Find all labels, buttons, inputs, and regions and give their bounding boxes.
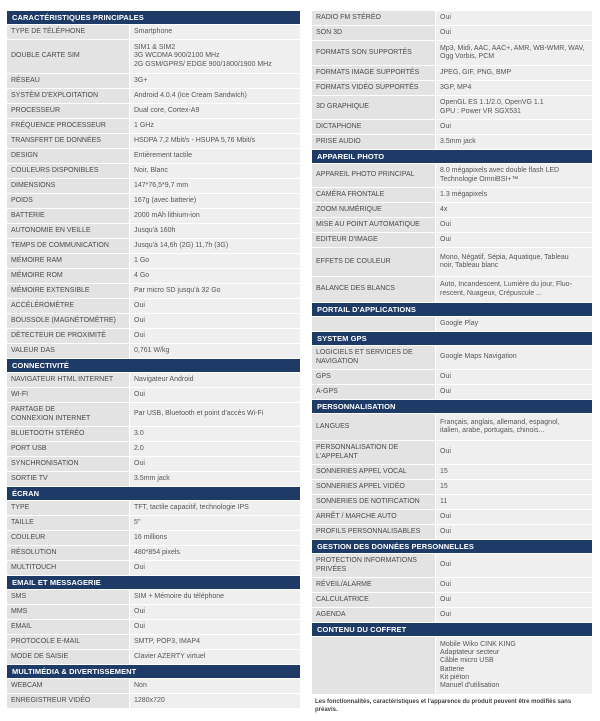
spec-row-mms — [7, 605, 300, 620]
spec-row-formats-image-supportes — [312, 66, 592, 81]
spec-row-sms — [7, 590, 300, 605]
spec-label: FRÉQUENCE PROCESSEUR — [7, 119, 130, 133]
spec-label: PROCESSEUR — [7, 104, 130, 118]
section-header: SYSTEM GPS — [312, 332, 592, 346]
spec-label: EDITEUR D'IMAGE — [312, 233, 436, 247]
spec-row-navigateur-html-internet — [7, 373, 300, 388]
spec-value: 0,761 W/kg — [130, 344, 300, 358]
spec-row-valeur-das — [7, 344, 300, 359]
spec-row-design — [7, 149, 300, 164]
spec-label: BLUETOOTH STÉRÉO — [7, 427, 130, 441]
spec-value: Oui — [130, 329, 300, 343]
spec-row-wi-fi — [7, 388, 300, 403]
spec-value: Oui — [436, 578, 592, 592]
spec-value: 16 millions — [130, 531, 300, 545]
spec-label: RÉVEIL/ALARME — [312, 578, 436, 592]
spec-value: 167g (avec batterie) — [130, 194, 300, 208]
spec-section-email-et-messagerie — [7, 576, 300, 665]
spec-value: 2.0 — [130, 442, 300, 456]
spec-value: Oui — [130, 314, 300, 328]
spec-label: MODE DE SAISIE — [7, 650, 130, 664]
spec-label: COULEURS DISPONIBLES — [7, 164, 130, 178]
spec-label: CALCULATRICE — [312, 593, 436, 607]
spec-label: DÉTECTEUR DE PROXIMITÉ — [7, 329, 130, 343]
spec-label: BATTERIE — [7, 209, 130, 223]
spec-label: LOGICIELS ET SERVICES DE NAVIGATION — [312, 346, 436, 369]
spec-row-partage-de-connexion-internet — [7, 403, 300, 427]
spec-value: 1.3 mégapixels — [436, 188, 592, 202]
spec-label: NAVIGATEUR HTML INTERNET — [7, 373, 130, 387]
spec-value: SIM + Mémoire du téléphone — [130, 590, 300, 604]
section-header: GESTION DES DONNÉES PERSONNELLES — [312, 540, 592, 554]
spec-row-dictaphone — [312, 120, 592, 135]
spec-row-couleur — [7, 531, 300, 546]
spec-value: Oui — [436, 370, 592, 384]
spec-row-webcam — [7, 679, 300, 694]
spec-value: 3.0 — [130, 427, 300, 441]
spec-value: Oui — [436, 525, 592, 539]
section-header: CARACTÉRISTIQUES PRINCIPALES — [7, 11, 300, 25]
spec-row-poids — [7, 194, 300, 209]
spec-label: SMS — [7, 590, 130, 604]
spec-label: MÉMOIRE EXTENSIBLE — [7, 284, 130, 298]
spec-row-content — [312, 317, 592, 332]
spec-row-balance-des-blancs — [312, 277, 592, 303]
spec-label: PORT USB — [7, 442, 130, 456]
right-sections — [312, 11, 592, 695]
section-header: MULTIMÉDIA & DIVERTISSEMENT — [7, 665, 300, 679]
spec-label: GPS — [312, 370, 436, 384]
spec-section-row — [312, 11, 592, 150]
spec-value: Smartphone — [130, 25, 300, 39]
spec-row-effets-de-couleur — [312, 248, 592, 277]
spec-value: Jusqu'à 14,6h (2G) 11,7h (3G) — [130, 239, 300, 253]
spec-row-mode-de-saisie — [7, 650, 300, 665]
spec-value: TFT, tactile capacitif, technologie IPS — [130, 501, 300, 515]
spec-value: Oui — [130, 620, 300, 634]
spec-row-sonneries-appel-video — [312, 480, 592, 495]
spec-row-detecteur-de-proximite — [7, 329, 300, 344]
spec-row-gps — [312, 370, 592, 385]
spec-label: SORTIE TV — [7, 472, 130, 486]
spec-section-gestion-des-donnees-personnelles — [312, 540, 592, 623]
spec-label: MÉMOIRE RAM — [7, 254, 130, 268]
spec-row-formats-video-supportes — [312, 81, 592, 96]
spec-section-appareil-photo — [312, 150, 592, 303]
spec-label: EMAIL — [7, 620, 130, 634]
spec-label: FORMATS SON SUPPORTÉS — [312, 41, 436, 65]
spec-value: 1 Go — [130, 254, 300, 268]
spec-row-appareil-photo-principal — [312, 164, 592, 188]
spec-row-autonomie-en-veille — [7, 224, 300, 239]
spec-value: Par USB, Bluetooth et point d'accès Wi-Fi — [130, 403, 300, 426]
spec-value: 5'' — [130, 516, 300, 530]
spec-value: Oui — [436, 26, 592, 40]
spec-row-reveil-alarme — [312, 578, 592, 593]
spec-value: Oui — [436, 608, 592, 622]
spec-label: RÉSEAU — [7, 74, 130, 88]
spec-label: A-GPS — [312, 385, 436, 399]
spec-label — [312, 317, 436, 331]
spec-value: 15 — [436, 465, 592, 479]
spec-row-double-carte-sim — [7, 40, 300, 74]
spec-row-camera-frontale — [312, 188, 592, 203]
spec-label: SONNERIES APPEL VOCAL — [312, 465, 436, 479]
spec-label: VALEUR DAS — [7, 344, 130, 358]
spec-row-a-gps — [312, 385, 592, 400]
footnote: Les fonctionnalités, caractéristiques et l'apparence du produit peuvent être modifiés sans préavis. — [315, 699, 572, 713]
spec-value: 3G+ — [130, 74, 300, 88]
spec-label: PRISE AUDIO — [312, 135, 436, 149]
spec-value: Par micro SD jusqu'à 32 Go — [130, 284, 300, 298]
spec-value: Oui — [436, 385, 592, 399]
spec-row-protection-informations-privees — [312, 554, 592, 578]
spec-row-arret-marche-auto — [312, 510, 592, 525]
spec-row-personnalisation-de-l-appelant — [312, 441, 592, 465]
spec-label — [312, 637, 436, 694]
spec-value: Mobile Wiko CINK KING Adaptateur secteur Câble micro USB Batterie Kit piéton Manuel d'utilisation — [436, 637, 592, 694]
spec-value: SIM1 & SIM2 3G WCDMA 900/2100 MHz 2G GSM/GPRS/ EDGE 900/1800/1900 MHz — [130, 40, 300, 73]
spec-label: TYPE — [7, 501, 130, 515]
spec-row-synchronisation — [7, 457, 300, 472]
spec-section-ecran — [7, 487, 300, 576]
spec-label: ZOOM NUMÉRIQUE — [312, 203, 436, 217]
spec-row-prise-audio — [312, 135, 592, 150]
spec-value: Mp3, Midi, AAC, AAC+, AMR, WB-WMR, WAV, Ogg Vorbis, PCM — [436, 41, 592, 65]
spec-label: DICTAPHONE — [312, 120, 436, 134]
spec-label: LANGUES — [312, 414, 436, 440]
spec-label: APPAREIL PHOTO PRINCIPAL — [312, 164, 436, 187]
spec-value: HSDPA 7,2 Mbit/s - HSUPA 5,76 Mbit/s — [130, 134, 300, 148]
spec-value: JPEG, GIF, PNG, BMP — [436, 66, 592, 80]
spec-label: AUTONOMIE EN VEILLE — [7, 224, 130, 238]
spec-label: MMS — [7, 605, 130, 619]
spec-value: 3.5mm jack — [436, 135, 592, 149]
spec-value: Oui — [130, 457, 300, 471]
spec-value: Oui — [130, 561, 300, 575]
spec-value: Auto, Incandescent, Lumière du jour, Fluo- rescent, Nuageux, Crépuscule ... — [436, 277, 592, 302]
spec-label: ENREGISTREUR VIDÉO — [7, 694, 130, 708]
spec-row-enregistreur-video — [7, 694, 300, 709]
spec-row-son-3d — [312, 26, 592, 41]
specs-right-column — [312, 11, 592, 714]
spec-section-connectivite — [7, 359, 300, 487]
spec-label: SONNERIES DE NOTIFICATION — [312, 495, 436, 509]
spec-row-profils-personnalisables — [312, 525, 592, 540]
spec-value: 1 GHz — [130, 119, 300, 133]
spec-value: Oui — [436, 441, 592, 464]
spec-row-protocole-e-mail — [7, 635, 300, 650]
spec-row-memoire-ram — [7, 254, 300, 269]
section-header: PERSONNALISATION — [312, 400, 592, 414]
spec-label: DIMENSIONS — [7, 179, 130, 193]
spec-value: 147*76,5*9,7 mm — [130, 179, 300, 193]
spec-label: ACCÉLÉROMÈTRE — [7, 299, 130, 313]
section-header: CONTENU DU COFFRET — [312, 623, 592, 637]
spec-row-taille — [7, 516, 300, 531]
spec-value: 15 — [436, 480, 592, 494]
spec-label: 3D GRAPHIQUE — [312, 96, 436, 119]
spec-label: PROFILS PERSONNALISABLES — [312, 525, 436, 539]
spec-value: 3.5mm jack — [130, 472, 300, 486]
spec-row-type-de-telephone — [7, 25, 300, 40]
spec-value: 11 — [436, 495, 592, 509]
spec-value: 3GP, MP4 — [436, 81, 592, 95]
spec-label: POIDS — [7, 194, 130, 208]
spec-row-memoire-extensible — [7, 284, 300, 299]
spec-label: PERSONNALISATION DE L'APPELANT — [312, 441, 436, 464]
spec-section-system-gps — [312, 332, 592, 400]
spec-value: Google Maps Navigation — [436, 346, 592, 369]
spec-label: BOUSSOLE (MAGNÉTOMÈTRE) — [7, 314, 130, 328]
spec-label: RADIO FM STÉRÉO — [312, 11, 436, 25]
spec-row-processeur — [7, 104, 300, 119]
spec-value: Oui — [436, 554, 592, 577]
section-header: PORTAIL D'APPLICATIONS — [312, 303, 592, 317]
spec-row-dimensions — [7, 179, 300, 194]
spec-value: Oui — [436, 11, 592, 25]
spec-row-system-d-exploitation — [7, 89, 300, 104]
spec-value: SMTP, POP3, IMAP4 — [130, 635, 300, 649]
section-header: EMAIL ET MESSAGERIE — [7, 576, 300, 590]
spec-value: Google Play — [436, 317, 592, 331]
spec-row-sonneries-appel-vocal — [312, 465, 592, 480]
spec-label: TAILLE — [7, 516, 130, 530]
spec-value: Mono, Négatif, Sépia, Aquatique, Tableau noir, Tableau blanc — [436, 248, 592, 276]
spec-value: Oui — [130, 605, 300, 619]
spec-row-bluetooth-stereo — [7, 427, 300, 442]
spec-row-batterie — [7, 209, 300, 224]
spec-value: Oui — [436, 218, 592, 232]
section-header: CONNECTIVITÉ — [7, 359, 300, 373]
spec-row-3d-graphique — [312, 96, 592, 120]
spec-label: FORMATS VIDÉO SUPPORTÉS — [312, 81, 436, 95]
spec-row-transfert-de-donnees — [7, 134, 300, 149]
spec-value: Oui — [130, 388, 300, 402]
spec-value: 480*854 pixels — [130, 546, 300, 560]
spec-label: SYNCHRONISATION — [7, 457, 130, 471]
specs-left-column — [7, 11, 300, 709]
spec-row-sortie-tv — [7, 472, 300, 487]
spec-section-personnalisation — [312, 400, 592, 540]
spec-label: WI-FI — [7, 388, 130, 402]
spec-value: Dual core, Cortex-A9 — [130, 104, 300, 118]
spec-label: TEMPS DE COMMUNICATION — [7, 239, 130, 253]
spec-row-type — [7, 501, 300, 516]
spec-row-agenda — [312, 608, 592, 623]
spec-label: MISE AU POINT AUTOMATIQUE — [312, 218, 436, 232]
spec-label: MÉMOIRE ROM — [7, 269, 130, 283]
spec-value: 1280x720 — [130, 694, 300, 708]
spec-row-langues — [312, 414, 592, 441]
spec-value: Oui — [436, 233, 592, 247]
spec-value: Oui — [436, 510, 592, 524]
spec-label: EFFETS DE COULEUR — [312, 248, 436, 276]
spec-label: PROTECTION INFORMATIONS PRIVÉES — [312, 554, 436, 577]
spec-row-frequence-processeur — [7, 119, 300, 134]
spec-label: PARTAGE DE CONNEXION INTERNET — [7, 403, 130, 426]
spec-section-multimedia-divertissement — [7, 665, 300, 709]
spec-value: Navigateur Android — [130, 373, 300, 387]
spec-label: SON 3D — [312, 26, 436, 40]
spec-row-radio-fm-stereo — [312, 11, 592, 26]
spec-row-sonneries-de-notification — [312, 495, 592, 510]
spec-value: Jusqu'à 160h — [130, 224, 300, 238]
spec-value: Clavier AZERTY virtuel — [130, 650, 300, 664]
spec-section-contenu-du-coffret — [312, 623, 592, 695]
spec-value: Oui — [436, 593, 592, 607]
section-header: ÉCRAN — [7, 487, 300, 501]
spec-label: FORMATS IMAGE SUPPORTÉS — [312, 66, 436, 80]
spec-value: 4 Go — [130, 269, 300, 283]
spec-label: SYSTÈM D'EXPLOITATION — [7, 89, 130, 103]
spec-value: OpenGL ES 1.1/2.0, OpenVG 1.1 GPU : Power VR SGX531 — [436, 96, 592, 119]
spec-row-accelerometre — [7, 299, 300, 314]
spec-label: BALANCE DES BLANCS — [312, 277, 436, 302]
spec-label: DOUBLE CARTE SIM — [7, 40, 130, 73]
spec-row-resolution — [7, 546, 300, 561]
spec-row-calculatrice — [312, 593, 592, 608]
spec-row-zoom-numerique — [312, 203, 592, 218]
spec-value: Non — [130, 679, 300, 693]
spec-label: CAMÉRA FRONTALE — [312, 188, 436, 202]
spec-value: Français, anglais, allemand, espagnol, italien, arabe, portugais, chinois... — [436, 414, 592, 440]
spec-row-boussole-magnetometre — [7, 314, 300, 329]
spec-value: Android 4.0.4 (Ice Cream Sandwich) — [130, 89, 300, 103]
spec-row-temps-de-communication — [7, 239, 300, 254]
spec-value: 4x — [436, 203, 592, 217]
spec-label: SONNERIES APPEL VIDÉO — [312, 480, 436, 494]
spec-label: TYPE DE TÉLÉPHONE — [7, 25, 130, 39]
spec-row-couleurs-disponibles — [7, 164, 300, 179]
spec-label: COULEUR — [7, 531, 130, 545]
spec-row-formats-son-supportes — [312, 41, 592, 66]
spec-row-email — [7, 620, 300, 635]
spec-label: TRANSFERT DE DONNÉES — [7, 134, 130, 148]
spec-row-content — [312, 637, 592, 695]
spec-row-editeur-d-image — [312, 233, 592, 248]
spec-value: Oui — [436, 120, 592, 134]
spec-value: 8.0 mégapixels avec double flash LED Technologie OmniBSI+™ — [436, 164, 592, 187]
spec-row-mise-au-point-automatique — [312, 218, 592, 233]
spec-label: AGENDA — [312, 608, 436, 622]
spec-row-memoire-rom — [7, 269, 300, 284]
spec-label: RÉSOLUTION — [7, 546, 130, 560]
spec-value: Entièrement tactile — [130, 149, 300, 163]
spec-label: PROTOCOLE E-MAIL — [7, 635, 130, 649]
section-header: APPAREIL PHOTO — [312, 150, 592, 164]
spec-row-multitouch — [7, 561, 300, 576]
spec-row-logiciels-et-services-de-navigation — [312, 346, 592, 370]
spec-label: ARRÊT / MARCHE AUTO — [312, 510, 436, 524]
spec-row-reseau — [7, 74, 300, 89]
spec-label: DESIGN — [7, 149, 130, 163]
spec-value: 2000 mAh lithium-ion — [130, 209, 300, 223]
spec-section-portail-d-applications — [312, 303, 592, 332]
spec-section-caracteristiques-principales — [7, 11, 300, 359]
spec-value: Oui — [130, 299, 300, 313]
spec-value: Noir, Blanc — [130, 164, 300, 178]
spec-label: WEBCAM — [7, 679, 130, 693]
spec-label: MULTITOUCH — [7, 561, 130, 575]
spec-row-port-usb — [7, 442, 300, 457]
